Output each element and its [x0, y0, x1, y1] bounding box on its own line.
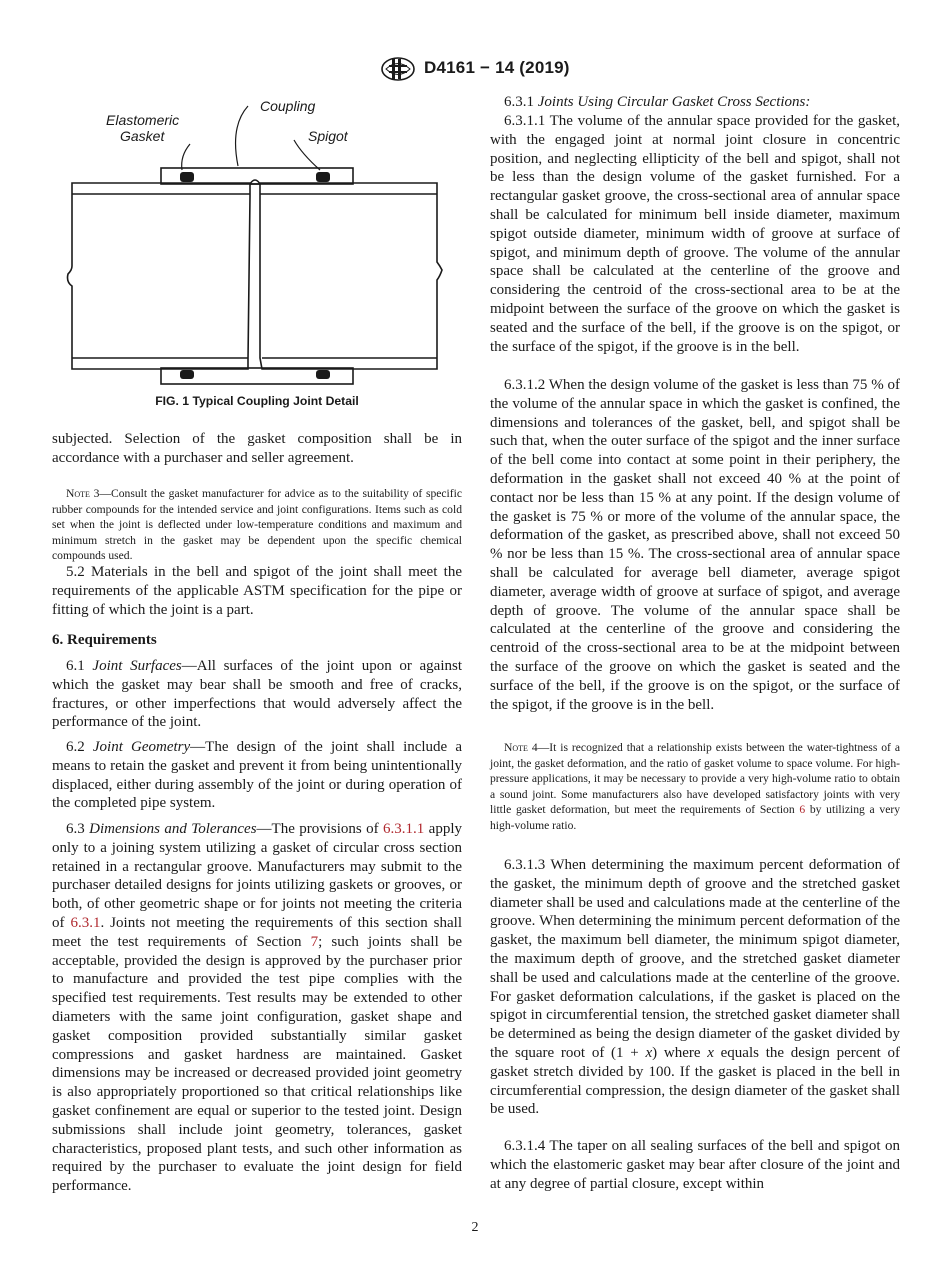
figure-1 — [62, 96, 454, 396]
clause-title: Joint Surfaces — [92, 658, 182, 674]
paragraph-6-3-1-2: 6.3.1.2 When the design volume of the gasket is less than 75 % of the volume of the annular space in which the gasket is confined, the dimensions and tolerances of the gasket, bell, and spigot shall be such that, when the outer surface of the spigot and the inner surface of the bell come into contact at some point in their periphery, the deformation in the gasket shall not exceed 40 % at the point of contact nor be less than 15 % at any point. If the design volume of the gasket is 75 % or more of the volume of the annular space, the deformation of the gasket, as prescribed above, shall not exceed 50 % nor be less than 15 %. The cross-sectional area of annular space shall be calculated for average bell diameter, average spigot diameter, average width of groove at surface of spigot, and average depth of groove. The volume of the annular space shall be calculated at the centerline of the groove and considering the centroid of the cross-sectional area to be at the midpoint between the surface of the groove on which the gasket is seated and the surface of the bell, if the groove is on the spigot, or the surface of the spigot, if the groove is in the bell. — [490, 377, 900, 713]
section-heading: 6. Requirements — [52, 632, 157, 648]
left-pipe — [68, 183, 251, 369]
clause-number: 6.2 — [66, 739, 85, 755]
clause-title: Joint Geometry — [92, 739, 191, 755]
clause-text: ) where — [652, 1044, 708, 1061]
note-3 — [52, 486, 462, 564]
clause-text: 6.3.1.3 When determining the maximum percent deformation of the gasket, the minimum depth of groove and the stretched gasket diameter shall be used and calculations made at the centerline of the groove. When determining the minimum percent deformation of the gasket, the maximum bell diameter, the minimum spigot diameter, the maximum depth of groove, and the stretched gasket diameter shall be used and calculations made at the centerline of the groove. For gasket deformation calculations, if the gasket is placed on the spigot in circumferential tension, the stretched gasket diameter shall be determined as being the design diameter of the gasket divided by the square root of (1 + — [490, 857, 900, 1061]
clause-text: ; such joints shall be acceptable, provided the design is approved by the purchaser prior to manufacture and provided the test pipe complies with the specified test requirements. Test results may be extended to other diameters with the same joint configuration, gasket shape and gasket composition provided substantially similar gasket compressions and gasket hardness are maintained. Gasket dimensions may be increased or decreased provided joint geometry is also appropriately proportioned so that critical relationships like gasket confinement are equal or superior to the tested joint. Design submissions shall include joint geometry, tolerances, gasket characteristics, proposed plant tests, and such other information as required by the purchaser to evaluate the joint design for field performance. — [52, 933, 462, 1195]
note-label: Note 3 — [66, 487, 100, 500]
clause-text: equals the design percent of gasket stretch divided by 100. If the gasket is placed in the bell in circumferential compression, the design diameter of the gasket shall be used. — [490, 1044, 901, 1118]
note-label: Note 4 — [504, 741, 538, 754]
paragraph-6-3-1-1: 6.3.1.1 The volume of the annular space provided for the gasket, with the engaged joint at normal joint closure in concentric position, and neglecting ellipticity of the bell and spigot, shall not be less than the design volume of the gasket furnished. For a rectangular gasket groove, the cross-sectional area of annular space shall be calculated for minimum bell inside diameter, maximum spigot outside diameter, minimum width of groove at surface of spigot, and minimum depth of groove. The volume of the annular space shall be calculated at the centerline of the groove and considering the centroid of the cross-sectional area to be at the midpoint between the surface of the groove on which the gasket is seated and the surface of the bell, if the groove is on the spigot, or the surface of the spigot, if the groove is in the bell. — [490, 113, 900, 355]
paragraph-6-2 — [52, 738, 462, 813]
note-text: by utilizing a very high-volume ratio. — [490, 803, 901, 832]
clause-title: Joints Using Circular Gasket Cross Sections: — [537, 94, 811, 110]
paragraph-6-3-1 — [490, 93, 900, 112]
clause-text: —The design of the joint shall include a means to retain the gasket and prevent it from being unintentionally displaced, either during assembly of the joint or during operation of the completed pipe system. — [52, 739, 462, 812]
right-pipe — [260, 183, 442, 369]
clause-text: . Joints not meeting the requirements of this section shall meet the test requirements of Section — [52, 914, 463, 950]
section-link-6[interactable]: 6 — [799, 803, 806, 817]
gasket-top-left — [180, 172, 194, 182]
paragraph-6-1 — [52, 657, 462, 732]
figure-caption: FIG. 1 Typical Coupling Joint Detail — [155, 394, 359, 408]
variable-x: x — [645, 1044, 653, 1061]
clause-text: apply only to a joining system utilizing a gasket of circular cross section retained in a rectangular groove. Manufacturers may submit to the purchaser detailed designs for joints utilizing gaskets or grooves, or both, of other geometric shape or for joints not meeting the criteria of — [52, 821, 462, 931]
paragraph-6-3-1-3 — [490, 856, 900, 1119]
document-id: D4161 − 14 (2019) — [424, 58, 570, 77]
page-number: 2 — [471, 1220, 479, 1235]
gasket-bottom-right — [316, 370, 330, 379]
note-4 — [490, 740, 900, 834]
clause-text: —The provisions of — [256, 821, 384, 837]
page-header — [0, 56, 950, 84]
paragraph-subjected: subjected. Selection of the gasket composition shall be in accordance with a purchaser and seller agreement. — [52, 431, 462, 466]
label-coupling: Coupling — [260, 98, 316, 114]
clause-title: Dimensions and Tolerances — [89, 821, 257, 837]
gasket-bottom-left — [180, 370, 194, 379]
label-gasket: Gasket — [120, 128, 165, 144]
note-text: —Consult the gasket manufacturer for advice as to the suitability of specific rubber compounds for the intended service and joint configurations. Items such as cold set when the joint is deflected under low-temperature conditions and maximum and minimum stretch in the gasket may be dependent upon the specific chemical compounds used. — [52, 487, 462, 563]
paragraph-6-3 — [52, 820, 462, 1196]
clause-number: 6.3.1 — [504, 94, 534, 110]
variable-x: x — [707, 1044, 714, 1061]
paragraph-6-3-1-4: 6.3.1.4 The taper on all sealing surfaces of the bell and spigot on which the elastomeric gasket may bear after closure of the joint and at any degree of partial closure, except within — [490, 1138, 900, 1192]
astm-logo-icon — [380, 56, 416, 82]
section-link-7[interactable]: 7 — [310, 933, 319, 950]
clause-number: 6.1 — [66, 658, 85, 674]
label-spigot: Spigot — [308, 128, 348, 144]
paragraph-5-2: 5.2 Materials in the bell and spigot of the joint shall meet the requirements of the applicable ASTM specification for the pipe or fitting of which the joint is a part. — [52, 564, 462, 618]
clause-text: —All surfaces of the joint upon or against which the gasket may bear shall be smooth and free of cracks, fractures, or other imperfections that would adversely affect the performance of the joint. — [52, 658, 463, 731]
section-link-6-3-1[interactable]: 6.3.1 — [70, 914, 101, 931]
section-link-6-3-1-1[interactable]: 6.3.1.1 — [383, 821, 425, 837]
label-elastomeric: Elastomeric — [106, 112, 180, 128]
gasket-top-right — [316, 172, 330, 182]
note-text: —It is recognized that a relationship exists between the water-tightness of a joint, the gasket deformation, and the ratio of gasket volume to space volume. For high-pressure applications, it may be necessary to provide a very high-volume ratio to obtain a sound joint. Some manufacturers also have developed satisfactory joints with very little gasket deformation, but meet the requirements of Section — [490, 741, 900, 817]
clause-number: 6.3 — [66, 821, 85, 837]
